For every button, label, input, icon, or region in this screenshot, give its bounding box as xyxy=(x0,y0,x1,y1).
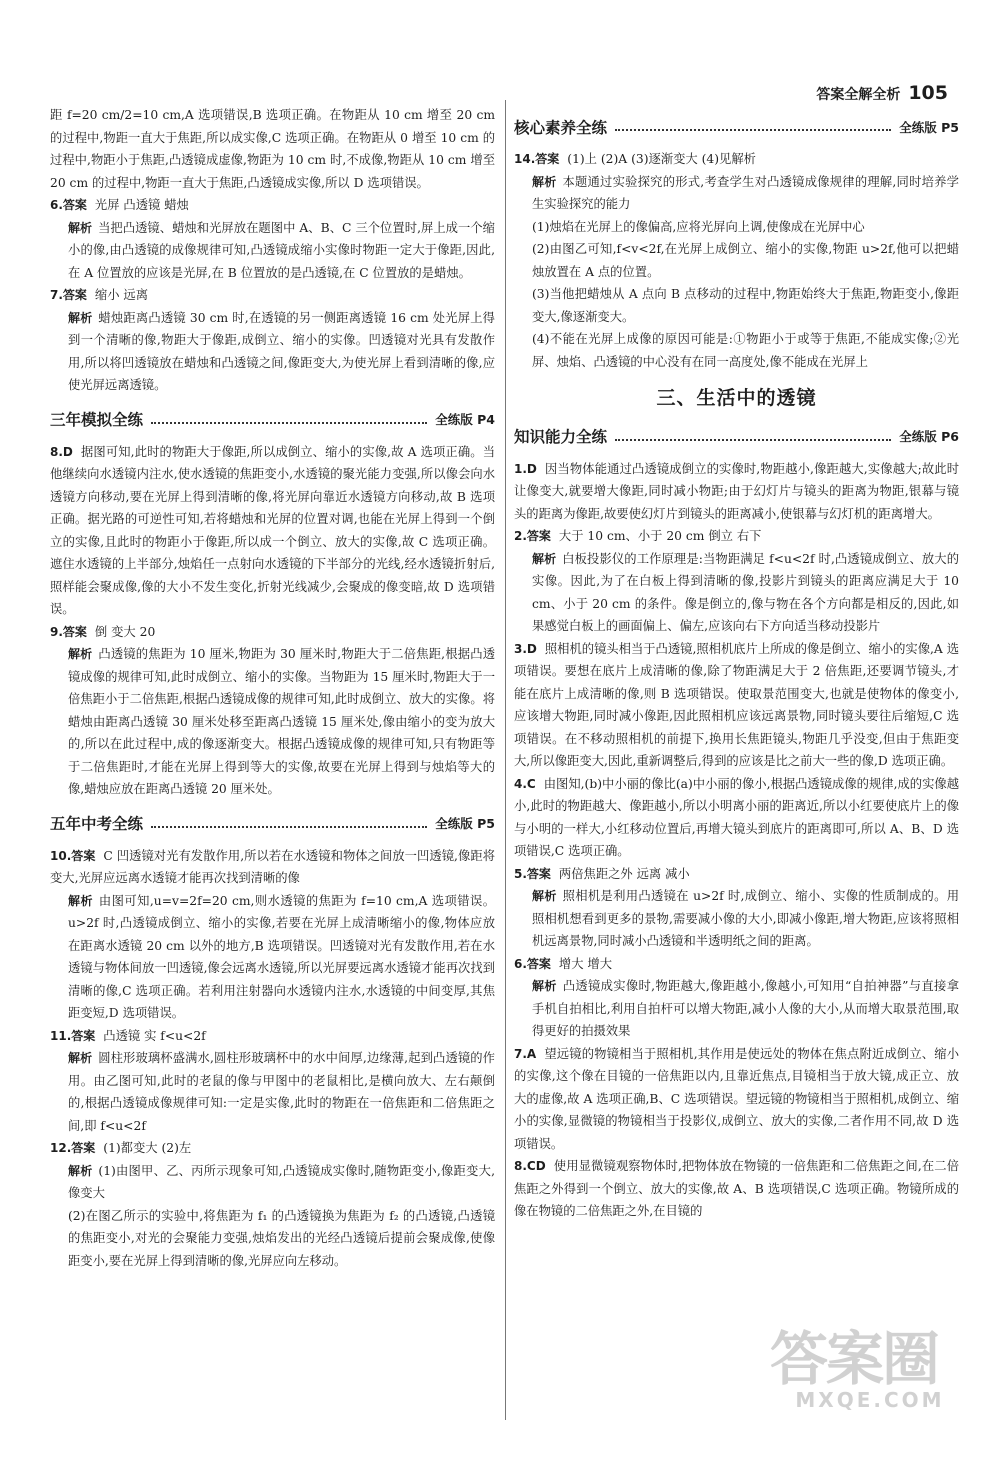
section-header xyxy=(514,424,959,452)
answer-number: 11.答案 xyxy=(50,1028,96,1043)
watermark-logo xyxy=(770,1325,970,1425)
answer-text: 缩小 远离 xyxy=(94,288,149,302)
explanation-label: 解析 xyxy=(68,893,93,908)
section-version: 全练版 P5 xyxy=(435,816,495,832)
chapter-title: 三、生活中的透镜 xyxy=(656,387,817,409)
paragraph: (2)在图乙所示的实验中,将焦距为 f₁ 的凸透镜换为焦距为 f₂ 的凸透镜,凸透镜的焦距变小,对光的会聚能力变强,烛焰发出的光经凸透镜后提前会聚成像,使像距变小,要在光屏上得到清晰的像,光屏应向左移动。 xyxy=(68,1208,495,1268)
section-title: 五年中考全练 xyxy=(50,815,144,834)
answer-number: 5.答案 xyxy=(514,866,551,881)
answer-item xyxy=(50,1025,495,1048)
answer-item xyxy=(514,148,959,171)
answer-number: 8.D xyxy=(50,444,73,459)
answer-item xyxy=(514,1043,959,1156)
answer-item xyxy=(514,863,959,886)
left-column xyxy=(50,104,495,1272)
answer-item xyxy=(50,845,495,890)
explanation-item xyxy=(50,643,495,801)
answer-text: 凸透镜 实 f<u<2f xyxy=(103,1028,206,1043)
answer-text: 望远镜的物镜相当于照相机,其作用是使远处的物体在焦点附近成倒立、缩小的实像,这个像在目镜的一倍焦距以内,且靠近焦点,目镜相当于放大镜,成正立、放大的虚像,故 A 选项正确,B、C 选项错误。望远镜的物镜相当于照相机,成倒立、缩小的实像,显微镜的物镜相当于投影仪,成倒立、放大的实像,二者作用不同,故 D 选项错误。 xyxy=(514,1046,959,1151)
paragraph: 距 f=20 cm/2=10 cm,A 选项错误,B 选项正确。在物距从 10 cm 增至 20 cm 的过程中,物距一直大于焦距,所以成实像,C 选项正确。在物距从 0 增至 10 cm 的过程中,物距小于焦距,凸透镜成虚像,物距为 10 cm 时,不成像,物距从 10 cm 增至 20 cm 的过程中,物距一直大于焦距,凸透镜成实像,所以 D 选项错误。 xyxy=(50,108,495,190)
section-version: 全练版 P4 xyxy=(435,412,495,428)
answer-text: 增大 增大 xyxy=(558,956,613,971)
answer-number: 3.D xyxy=(514,641,537,656)
answer-text: 倒 变大 20 xyxy=(94,624,156,639)
answer-number: 7.A xyxy=(514,1046,537,1061)
column-divider xyxy=(505,100,506,1420)
explanation-text: (1)由图甲、乙、丙所示现象可知,凸透镜成实像时,随物距变小,像距变大,像变大 xyxy=(68,1163,495,1200)
page-number: 105 xyxy=(908,82,948,104)
answer-number: 9.答案 xyxy=(50,624,87,639)
explanation-text: 凸透镜的焦距为 10 厘米,物距为 30 厘米时,物距大于二倍焦距,根据凸透镜成像的规律可知,此时成倒立、缩小的实像。当物距为 15 厘米时,物距大于一倍焦距小于二倍焦距,根据凸透镜成像的规律可知,此时成倒立、放大的实像。将蜡烛由距离凸透镜 30 厘米处移至距离凸透镜 15 厘米处,像由缩小的变为放大的,所以在此过程中,成的像逐渐变大。根据凸透镜成像的规律可知,只有物距等于二倍焦距时,才能在光屏上得到等大的实像,故要在光屏上得到与烛焰等大的像,蜡烛应放在距离凸透镜 20 厘米处。 xyxy=(68,647,495,796)
explanation-label: 解析 xyxy=(532,889,557,903)
answer-number: 12.答案 xyxy=(50,1141,96,1155)
answer-text: 光屏 凸透镜 蜡烛 xyxy=(94,198,189,212)
answer-text: 因当物体能通过凸透镜成倒立的实像时,物距越小,像距越大,实像越大;故此时让像变大,就要增大像距,同时减小物距;由于幻灯片与镜头的距离为物距,银幕与镜头的距离为像距,故要使幻灯片到镜头的距离减小,使银幕与幻灯机的距离增大。 xyxy=(514,461,959,521)
explanation-text: 蜡烛距离凸透镜 30 cm 时,在透镜的另一侧距离透镜 16 cm 处光屏上得到一个清晰的像,物距大于像距,成倒立、缩小的实像。凹透镜对光具有发散作用,所以将凹透镜放在蜡烛和凸透镜之间,像距变大,为使光屏上看到清晰的像,应使光屏远离透镜。 xyxy=(68,310,495,392)
section-dotted-rule xyxy=(151,826,427,828)
explanation-label: 解析 xyxy=(68,310,93,325)
answer-text: (1)上 (2)A (3)逐渐变大 (4)见解析 xyxy=(567,152,756,166)
explanation-item xyxy=(50,1160,495,1205)
watermark-text: 答案圈 xyxy=(770,1325,939,1393)
watermark-url: MXQE.COM xyxy=(795,1388,945,1412)
section-header xyxy=(514,114,959,142)
answer-text: (1)都变大 (2)左 xyxy=(103,1141,192,1155)
answer-number: 14.答案 xyxy=(514,152,560,166)
section-version: 全练版 P5 xyxy=(899,119,959,135)
explanation-item xyxy=(50,890,495,1025)
explanation-text: 由图可知,u=v=2f=20 cm,则水透镜的焦距为 f=10 cm,A 选项错误。u>2f 时,凸透镜成倒立、缩小的实像,若要在光屏上成清晰缩小的像,物体应放在距离水透镜 20 cm 以外的地方,B 选项错误。凹透镜对光有发散作用,若在水透镜与物体间放一凹透镜,像会远离水透镜,所以光屏要远离水透镜才能再次找到清晰的像,C 选项正确。若利用注射器向水透镜内注水,水透镜的中间变厚,其焦距变短,D 选项错误。 xyxy=(68,893,495,1020)
answer-text: 据图可知,此时的物距大于像距,所以成倒立、缩小的实像,故 A 选项正确。当他继续向水透镜内注水,使水透镜的焦距变小,水透镜的聚光能力变强,所以像会向水透镜方向移动,要在光屏上得到清晰的像,将光屏向靠近水透镜方向移动,故 B 选项正确。据光路的可逆性可知,若将蜡烛和光屏的位置对调,也能在光屏上得到一个倒立的实像,且此时的物距小于像距,所以成一个倒立、放大的实像,故 C 选项正确。遮住水透镜的上半部分,烛焰任一点射向水透镜的下半部分的光线,经水透镜折射后,照样能会聚成像,像的大小不发生变化,折射光线减少,会聚成的像变暗,故 D 选项错误。 xyxy=(50,444,495,616)
answer-number: 4.C xyxy=(514,776,536,791)
explanation-label: 解析 xyxy=(532,979,557,993)
explanation-item xyxy=(514,885,959,953)
answer-item xyxy=(514,1155,959,1223)
explanation-item xyxy=(514,548,959,638)
explanation-item xyxy=(514,171,959,216)
answer-item xyxy=(50,284,495,307)
answer-number: 10.答案 xyxy=(50,848,96,863)
section-title: 三年模拟全练 xyxy=(50,411,144,430)
header-title: 答案全解全析 xyxy=(816,87,901,103)
explanation-item xyxy=(50,307,495,397)
section-title: 核心素养全练 xyxy=(514,118,608,137)
answer-item xyxy=(50,194,495,217)
explanation-text: 白板投影仪的工作原理是:当物距满足 f<u<2f 时,凸透镜成倒立、放大的实像。因此,为了在白板上得到清晰的像,投影片到镜头的距离应满足大于 10 cm、小于 20 cm 的条件。像是倒立的,像与物在各个方向都是相反的,因此,如果感觉白板上的画面偏上、偏左,应该向右下方向适当移动投影片 xyxy=(532,551,959,633)
answer-text: 照相机的镜头相当于凸透镜,照相机底片上所成的像是倒立、缩小的实像,A 选项错误。要想在底片上成清晰的像,除了物距满足大于 2 倍焦距,还要调节镜头,才能在底片上成清晰的像,则 B 选项错误。使取景范围变大,也就是使物体的像变小,应该增大物距,同时减小像距,因此照相机应该远离景物,同时镜头要往后缩短,C 选项错误。在不移动照相机的前提下,换用长焦距镜头,物距几乎没变,但由于焦距变大,所以像距变大,因此,重新调整后,得到的应该是比之前大一些的像,D 选项正确。 xyxy=(514,641,959,768)
answer-item xyxy=(514,953,959,976)
answer-text: C 凹透镜对光有发散作用,所以若在水透镜和物体之间放一凹透镜,像距将变大,光屏应远离水透镜才能再次找到清晰的像 xyxy=(50,848,495,885)
answer-number: 6.答案 xyxy=(514,956,551,971)
answer-text: 使用显微镜观察物体时,把物体放在物镜的一倍焦距和二倍焦距之间,在二倍焦距之外得到一个倒立、放大的实像,故 A、B 选项错误,C 选项正确。物镜所成的像在物镜的二倍焦距之外,在目镜的 xyxy=(514,1159,959,1218)
section-dotted-rule xyxy=(615,129,891,131)
answer-number: 8.CD xyxy=(514,1159,546,1173)
section-title: 知识能力全练 xyxy=(514,428,608,447)
answer-item xyxy=(514,773,959,863)
page-header xyxy=(816,80,948,104)
answer-item xyxy=(50,441,495,621)
explanation-text: 凸透镜成实像时,物距越大,像距越小,像越小,可知用“自拍神器”与直接拿手机自拍相比,利用自拍杆可以增大物距,减小人像的大小,从而增大取景范围,取得更好的拍摄效果 xyxy=(532,979,959,1038)
answer-text: 大于 10 cm、小于 20 cm 倒立 右下 xyxy=(558,529,762,543)
answer-text: 两倍焦距之外 远离 减小 xyxy=(558,866,690,881)
answer-item xyxy=(50,621,495,644)
answer-number: 6.答案 xyxy=(50,198,87,212)
explanation-label: 解析 xyxy=(68,647,93,661)
section-header xyxy=(50,811,495,839)
paragraph: (3)当他把蜡烛从 A 点向 B 点移动的过程中,物距始终大于焦距,物距变小,像距变大,像逐渐变大。 xyxy=(532,287,959,324)
explanation-label: 解析 xyxy=(68,1051,93,1065)
answer-number: 1.D xyxy=(514,461,537,476)
answer-item xyxy=(514,638,959,773)
explanation-label: 解析 xyxy=(68,1163,93,1178)
section-dotted-rule xyxy=(615,439,891,441)
explanation-text: 圆柱形玻璃杯盛满水,圆柱形玻璃杯中的水中间厚,边缘薄,起到凸透镜的作用。由乙图可知,此时的老鼠的像与甲图中的老鼠相比,是横向放大、左右颠倒的,根据凸透镜成像规律可知:一定是实像,此时的物距在一倍焦距和二倍焦距之间,即 f<u<2f xyxy=(68,1051,495,1133)
explanation-text: 本题通过实验探究的形式,考查学生对凸透镜成像规律的理解,同时培养学生实验探究的能力 xyxy=(532,174,959,211)
answer-item xyxy=(514,458,959,526)
explanation-label: 解析 xyxy=(532,551,557,566)
answer-item xyxy=(50,1137,495,1160)
section-dotted-rule xyxy=(151,422,427,424)
answer-text: 由图知,(b)中小丽的像比(a)中小丽的像小,根据凸透镜成像的规律,成的实像越小,此时的物距越大、像距越小,所以小明离小丽的距离近,所以小红要使底片上的像与小明的一样大,小红移动位置后,再增大镜头到底片的距离即可,所以 A、B、D 选项错误,C 选项正确。 xyxy=(514,776,959,858)
right-column xyxy=(514,104,959,1223)
explanation-item xyxy=(50,1047,495,1137)
paragraph: (4)不能在光屏上成像的原因可能是:①物距小于或等于焦距,不能成实像;②光屏、烛焰、凸透镜的中心没有在同一高度处,像不能成在光屏上 xyxy=(532,332,959,369)
section-header xyxy=(50,407,495,435)
explanation-text: 照相机是利用凸透镜在 u>2f 时,成倒立、缩小、实像的性质制成的。用照相机想看到更多的景物,需要减小像的大小,即减小像距,增大物距,应该将照相机远离景物,同时减小凸透镜和半透明纸之间的距离。 xyxy=(532,889,959,948)
explanation-item xyxy=(50,217,495,285)
answer-number: 7.答案 xyxy=(50,288,87,302)
answer-number: 2.答案 xyxy=(514,529,551,543)
answer-item xyxy=(514,525,959,548)
explanation-label: 解析 xyxy=(68,220,93,235)
paragraph: (1)烛焰在光屏上的像偏高,应将光屏向上调,使像成在光屏中心 xyxy=(532,219,865,234)
section-version: 全练版 P6 xyxy=(899,429,959,445)
paragraph: (2)由图乙可知,f<v<2f,在光屏上成倒立、缩小的实像,物距 u>2f,他可以把蜡烛放置在 A 点的位置。 xyxy=(532,242,959,279)
explanation-item xyxy=(514,975,959,1043)
explanation-text: 当把凸透镜、蜡烛和光屏放在题图中 A、B、C 三个位置时,屏上成一个缩小的像,由凸透镜的成像规律可知,凸透镜成缩小实像时物距一定大于像距,因此,在 A 位置放的应该是光屏,在 B 位置放的是凸透镜,在 C 位置放的是蜡烛。 xyxy=(68,220,495,280)
explanation-label: 解析 xyxy=(532,174,557,189)
